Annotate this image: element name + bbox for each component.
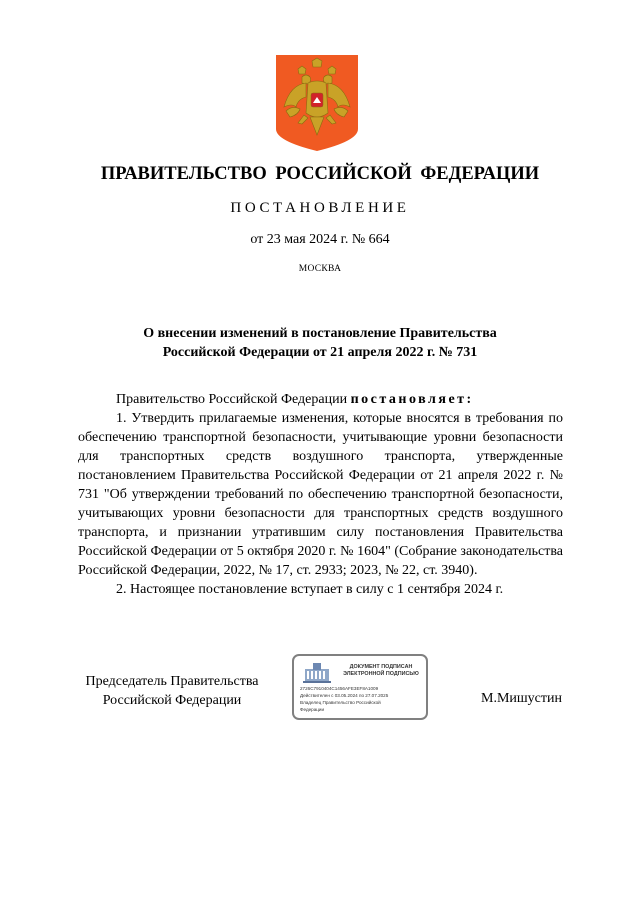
intro-keyword: постановляет: bbox=[350, 392, 474, 407]
electronic-signature-stamp bbox=[292, 654, 428, 720]
stamp-owner-line-2: Федерации bbox=[300, 707, 325, 712]
document-body bbox=[78, 390, 563, 599]
document-date-number: от 23 мая 2024 г. № 664 bbox=[250, 232, 390, 247]
stamp-title bbox=[336, 664, 426, 678]
stamp-title-line-2: ЭЛЕКТРОННОЙ ПОДПИСЬЮ bbox=[343, 671, 419, 677]
coat-of-arms-emblem bbox=[276, 55, 358, 151]
subject-line-2: Российской Федерации от 21 апреля 2022 г. № 731 bbox=[162, 345, 478, 360]
government-title: ПРАВИТЕЛЬСТВО РОССИЙСКОЙ ФЕДЕРАЦИИ bbox=[100, 164, 540, 184]
document-subject bbox=[80, 324, 560, 362]
government-building-icon bbox=[303, 661, 331, 683]
paragraph-item-2: 2. Настоящее постановление вступает в силу с 1 сентября 2024 г. bbox=[116, 582, 504, 597]
stamp-serial: 2726C7910404C1456AFE3EF8A1009 bbox=[300, 686, 379, 691]
stamp-validity: Действителен с 03.05.2024 по 27.07.2025 bbox=[300, 693, 389, 698]
document-city: МОСКВА bbox=[298, 264, 342, 274]
intro-paragraph bbox=[78, 390, 563, 409]
document-type: ПОСТАНОВЛЕНИЕ bbox=[230, 200, 410, 216]
stamp-title-line-1: ДОКУМЕНТ ПОДПИСАН bbox=[349, 664, 413, 670]
signer-name: М.Мишустин bbox=[481, 691, 562, 706]
signer-position-line-1: Председатель Правительства bbox=[85, 674, 259, 689]
intro-text: Правительство Российской Федерации bbox=[116, 392, 351, 407]
signer-position bbox=[72, 672, 272, 710]
paragraph-item-1: 1. Утвердить прилагаемые изменения, которые вносятся в требования по обеспечению транспортной безопасности, учитывающие уровни безопасности для транспортных средств воздушного транспорта, утвержденные постановлением Правительства Российской Федерации от 21 апреля 2022 г. № 731 "Об утверждении требований по обеспечению транспортной безопасности, учитывающих уровни безопасности для транспортных средств воздушного транспорта, и признании утратившим силу постановления Правительства Российской Федерации от 5 октября 2020 г. № 1604" (Собрание законодательства Российской Федерации, 2022, № 17, ст. 2933; 2023, № 22, ст. 3940). bbox=[78, 411, 563, 578]
stamp-owner-line-1: Владелец Правительство Российской bbox=[300, 700, 381, 705]
subject-line-1: О внесении изменений в постановление Правительства bbox=[143, 326, 497, 341]
signer-position-line-2: Российской Федерации bbox=[102, 693, 242, 708]
